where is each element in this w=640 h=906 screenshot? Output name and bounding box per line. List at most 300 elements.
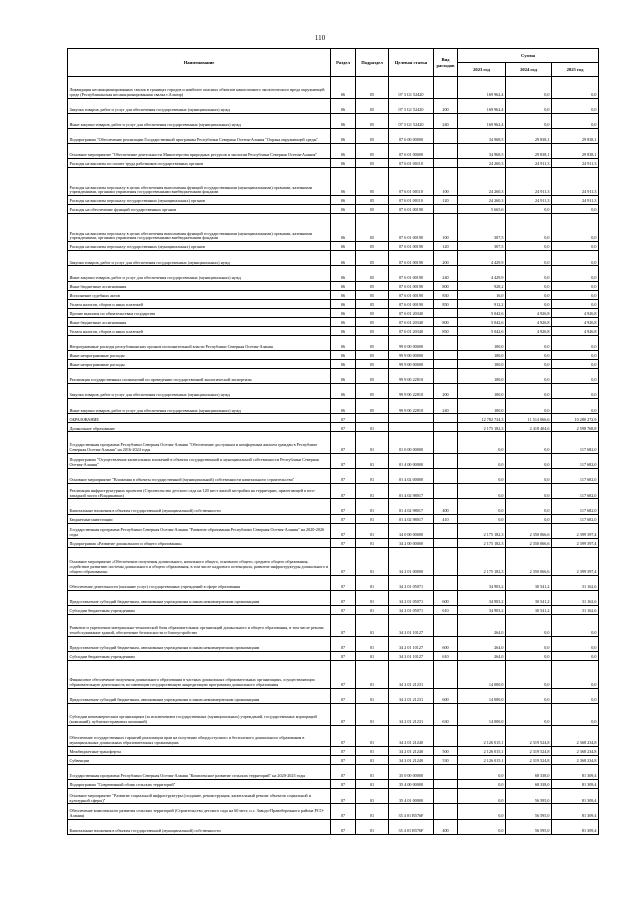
cell-sum-2023: 100,0	[458, 350, 506, 359]
cell-subsection: 05	[356, 113, 389, 128]
cell-section: 07	[331, 469, 356, 484]
cell-sum-2024: 0,0	[506, 432, 552, 454]
cell-section: 06	[331, 290, 356, 299]
cell-sum-2024: 2 319 524,8	[506, 756, 552, 765]
cell-expense-kind	[434, 765, 458, 780]
table-row	[68, 636, 599, 651]
cell-sum-2025: 0,0	[552, 251, 599, 266]
table-row	[68, 335, 599, 350]
cell-subsection: 05	[356, 242, 389, 251]
cell-target-article: 99 9 00 00000	[389, 350, 434, 359]
cell-name: Иные бюджетные ассигнования	[68, 281, 331, 290]
cell-section: 07	[331, 575, 356, 590]
cell-name: Основное мероприятие "Обеспечение деятельности Министерства природных ресурсов и экологии Республики Северная Осетия-Алания"	[68, 144, 331, 159]
cell-sum-2023: 100,0	[458, 384, 506, 399]
cell-section: 07	[331, 499, 356, 514]
cell-expense-kind	[434, 144, 458, 159]
cell-section: 06	[331, 159, 356, 168]
table-row	[68, 290, 599, 299]
page-number: 110	[314, 34, 326, 42]
cell-target-article: 01 4 02 98017	[389, 514, 434, 523]
cell-expense-kind	[434, 804, 458, 819]
cell-sum-2024: 0,0	[506, 242, 552, 251]
table-row	[68, 205, 599, 214]
cell-target-article: 07 6 01 20340	[389, 308, 434, 317]
cell-target-article: 34 2 01 05071	[389, 591, 434, 606]
cell-subsection: 01	[356, 804, 389, 819]
table-row	[68, 159, 599, 168]
cell-name: Расходы на выплаты персоналу государственных (муниципальных) органов	[68, 196, 331, 205]
cell-sum-2024: 56 595,0	[506, 789, 552, 804]
header-target-article: Целевая статья	[389, 49, 434, 77]
cell-name: Государственная программа Республики Северная Осетия-Алания "Комплексное развитие сельских территорий" на 2020-2025 годы	[68, 765, 331, 780]
cell-sum-2023: 2 175 182,3	[458, 423, 506, 432]
cell-sum-2024: 0,0	[506, 290, 552, 299]
cell-target-article: 07 6 01 00190	[389, 281, 434, 290]
cell-sum-2024: 4 926,8	[506, 317, 552, 326]
cell-name: Субсидии бюджетным учреждениям	[68, 651, 331, 660]
table-header	[68, 49, 599, 77]
cell-name: Расходы на выплаты по оплате труда работников государственных органов	[68, 159, 331, 168]
cell-expense-kind: 800	[434, 281, 458, 290]
cell-sum-2025: 0,0	[552, 335, 599, 350]
cell-sum-2025: 0,0	[552, 299, 599, 308]
cell-sum-2023: 307,5	[458, 242, 506, 251]
table-row	[68, 660, 599, 688]
cell-section: 06	[331, 326, 356, 335]
cell-sum-2024: 0,0	[506, 205, 552, 214]
cell-subsection: 05	[356, 281, 389, 290]
header-expense-kind: Вид расходов	[434, 49, 458, 77]
cell-section: 07	[331, 765, 356, 780]
cell-subsection: 05	[356, 251, 389, 266]
cell-subsection: 05	[356, 77, 389, 99]
cell-name: Подпрограмма "Обеспечение реализации Государственной программы Республики Северная Осетия-Алания "Охрана окружающей среды"	[68, 128, 331, 143]
cell-target-article: 07 6 01 00190	[389, 214, 434, 242]
cell-name: Иные непрограммные расходы	[68, 359, 331, 368]
cell-sum-2023: 34 968,5	[458, 144, 506, 159]
cell-sum-2025: 29 838,1	[552, 128, 599, 143]
cell-sum-2023: 24 260,3	[458, 159, 506, 168]
cell-sum-2024: 24 911,3	[506, 168, 552, 196]
cell-section: 07	[331, 789, 356, 804]
cell-target-article: 34 2 01 21231	[389, 704, 434, 726]
cell-name: Расходы на выплаты персоналу государственных (муниципальных) органов	[68, 242, 331, 251]
table-row	[68, 615, 599, 637]
cell-sum-2023: 24 260,3	[458, 168, 506, 196]
cell-sum-2025: 31 162,6	[552, 575, 599, 590]
cell-name: Непрограммные расходы республиканских органов исполнительной власти Республики Северная Осетия-Алания	[68, 335, 331, 350]
cell-section: 06	[331, 308, 356, 317]
cell-sum-2023: 2 175 182,3	[458, 523, 506, 538]
cell-sum-2023: 0,0	[458, 484, 506, 499]
cell-sum-2025: 4 926,8	[552, 326, 599, 335]
cell-sum-2023: 307,5	[458, 214, 506, 242]
cell-name: Субвенции	[68, 756, 331, 765]
cell-sum-2025: 81 309,4	[552, 804, 599, 819]
cell-sum-2024: 0,0	[506, 359, 552, 368]
cell-subsection: 01	[356, 423, 389, 432]
cell-expense-kind	[434, 159, 458, 168]
table-body	[68, 77, 599, 835]
cell-expense-kind	[434, 308, 458, 317]
cell-target-article: 07 6 01 00190	[389, 266, 434, 281]
cell-sum-2023: 100,0	[458, 368, 506, 383]
table-row	[68, 547, 599, 575]
cell-sum-2024: 56 595,0	[506, 804, 552, 819]
cell-sum-2023: 2 175 182,3	[458, 538, 506, 547]
cell-expense-kind: 610	[434, 651, 458, 660]
cell-section: 07	[331, 523, 356, 538]
cell-section: 07	[331, 747, 356, 756]
table-row	[68, 819, 599, 834]
cell-sum-2023: 2 175 182,3	[458, 547, 506, 575]
cell-target-article: 01 4 02 98017	[389, 499, 434, 514]
cell-sum-2024: 56 595,0	[506, 819, 552, 834]
cell-target-article: 07 3 G1 52420	[389, 113, 434, 128]
cell-sum-2024: 2 350 066,6	[506, 523, 552, 538]
cell-name: Иные закупки товаров, работ и услуг для обеспечения государственных (муниципальных) нужд	[68, 399, 331, 414]
cell-target-article: 34 2 01 05071	[389, 606, 434, 615]
cell-expense-kind	[434, 538, 458, 547]
cell-sum-2023: 34 903,2	[458, 606, 506, 615]
cell-sum-2025: 2 399 397,4	[552, 538, 599, 547]
cell-sum-2025: 81 309,4	[552, 780, 599, 789]
cell-section: 07	[331, 514, 356, 523]
cell-name: Подпрограмма «Развитие дошкольного и общего образования»	[68, 538, 331, 547]
cell-sum-2025: 0,0	[552, 205, 599, 214]
cell-subsection: 01	[356, 514, 389, 523]
cell-sum-2024: 11 514 066,6	[506, 414, 552, 423]
cell-target-article: 99 9 00 22810	[389, 399, 434, 414]
cell-target-article: 34 2 01 21240	[389, 747, 434, 756]
cell-expense-kind: 240	[434, 399, 458, 414]
cell-sum-2024: 0,0	[506, 688, 552, 703]
cell-sum-2024: 0,0	[506, 266, 552, 281]
cell-sum-2024: 0,0	[506, 499, 552, 514]
cell-sum-2023: 0,0	[458, 765, 506, 780]
cell-sum-2025: 29 838,1	[552, 144, 599, 159]
cell-sum-2025: 0,0	[552, 651, 599, 660]
table-row	[68, 242, 599, 251]
cell-sum-2025: 117 682,0	[552, 499, 599, 514]
header-year-2023: 2023 год	[458, 63, 506, 77]
cell-section: 07	[331, 484, 356, 499]
cell-name: Прочие выплаты по обязательствам государства	[68, 308, 331, 317]
cell-name: Реализация государственных полномочий по проведению государственной экологической экспертизы	[68, 368, 331, 383]
cell-sum-2024: 2 350 066,6	[506, 538, 552, 547]
cell-sum-2024: 68 338,0	[506, 765, 552, 780]
cell-subsection: 05	[356, 335, 389, 350]
cell-sum-2024: 4 926,8	[506, 326, 552, 335]
cell-expense-kind: 800	[434, 317, 458, 326]
cell-name: Уплата налогов, сборов и иных платежей	[68, 326, 331, 335]
cell-subsection: 01	[356, 747, 389, 756]
cell-sum-2025: 10 280 272,9	[552, 414, 599, 423]
cell-sum-2024: 0,0	[506, 281, 552, 290]
cell-sum-2023: 928,2	[458, 281, 506, 290]
cell-name: Расходы на выплаты персоналу в целях обеспечения выполнения функций государственными (муниципальными) органами, казенными учреждениями, органами управления государственными внебюджетными фондами	[68, 168, 331, 196]
budget-table	[67, 48, 599, 835]
table-row	[68, 128, 599, 143]
cell-sum-2024: 30 541,2	[506, 575, 552, 590]
table-row	[68, 266, 599, 281]
cell-name: Ликвидация несанкционированных свалок в границах городов и наиболее опасных объектов накопленного экологического вреда окружающей среде (Республиканская несанкционированная свалка г.Алагир)	[68, 77, 331, 99]
cell-sum-2023: 912,2	[458, 299, 506, 308]
table-row	[68, 523, 599, 538]
cell-sum-2025: 117 682,0	[552, 514, 599, 523]
cell-expense-kind: 630	[434, 704, 458, 726]
cell-sum-2025: 81 309,4	[552, 765, 599, 780]
header-section: Раздел	[331, 49, 356, 77]
cell-sum-2025: 4 926,8	[552, 308, 599, 317]
table-row	[68, 514, 599, 523]
table-row	[68, 804, 599, 819]
cell-sum-2025: 0,0	[552, 399, 599, 414]
cell-sum-2023: 169 962,4	[458, 98, 506, 113]
cell-sum-2025: 117 682,0	[552, 432, 599, 454]
cell-sum-2023: 24 260,3	[458, 196, 506, 205]
cell-section: 06	[331, 299, 356, 308]
cell-section: 07	[331, 636, 356, 651]
cell-sum-2024: 4 926,8	[506, 308, 552, 317]
cell-subsection: 01	[356, 523, 389, 538]
cell-sum-2023: 0,0	[458, 432, 506, 454]
cell-subsection: 05	[356, 368, 389, 383]
cell-section: 06	[331, 350, 356, 359]
cell-sum-2023: 264,0	[458, 615, 506, 637]
cell-expense-kind: 600	[434, 688, 458, 703]
cell-name: Капитальные вложения в объекты государственной (муниципальной) собственности	[68, 499, 331, 514]
table-row	[68, 196, 599, 205]
cell-target-article: 34 2 01 00000	[389, 547, 434, 575]
cell-name: Исполнение судебных актов	[68, 290, 331, 299]
cell-target-article: 07 6 01 20340	[389, 326, 434, 335]
cell-subsection: 01	[356, 575, 389, 590]
cell-name: Развитие и укрепление материально-технической базы образовательных организаций дошкольного и общего образования, в том числе ремонт, техобслуживание зданий, обеспечение безопасности и благоустройство	[68, 615, 331, 637]
cell-sum-2025: 24 911,3	[552, 196, 599, 205]
cell-section: 07	[331, 423, 356, 432]
cell-sum-2025: 0,0	[552, 290, 599, 299]
cell-name: Межбюджетные трансферты	[68, 747, 331, 756]
table-row	[68, 350, 599, 359]
cell-section: 07	[331, 453, 356, 468]
cell-sum-2025: 117 682,0	[552, 453, 599, 468]
table-row	[68, 484, 599, 499]
cell-target-article: 34 2 01 21231	[389, 688, 434, 703]
cell-expense-kind	[434, 432, 458, 454]
cell-expense-kind: 600	[434, 591, 458, 606]
cell-name: Основное мероприятие «Обеспечение получения дошкольного, начального общего, основного общего, среднего общего образования, содействие развитию системы дошкольного и общего образования, в том числе кадрового потенциала, развитие инфраструктуры дошкольного и общего образования»	[68, 547, 331, 575]
cell-section: 06	[331, 281, 356, 290]
table-row	[68, 384, 599, 399]
table-row	[68, 606, 599, 615]
cell-section: 06	[331, 205, 356, 214]
cell-sum-2023: 0,0	[458, 514, 506, 523]
cell-sum-2025: 2 399 397,4	[552, 547, 599, 575]
cell-section: 06	[331, 317, 356, 326]
cell-sum-2025: 2 368 234,8	[552, 756, 599, 765]
cell-sum-2023: 0,0	[458, 819, 506, 834]
cell-target-article: 07 6 01 20340	[389, 317, 434, 326]
cell-sum-2023: 34 903,2	[458, 591, 506, 606]
table-row	[68, 359, 599, 368]
cell-section: 06	[331, 359, 356, 368]
cell-expense-kind: 100	[434, 168, 458, 196]
table-row	[68, 77, 599, 99]
cell-sum-2025: 0,0	[552, 688, 599, 703]
table-row	[68, 538, 599, 547]
cell-section: 06	[331, 168, 356, 196]
cell-subsection: 05	[356, 299, 389, 308]
cell-expense-kind: 200	[434, 98, 458, 113]
cell-sum-2023: 169 962,4	[458, 113, 506, 128]
cell-name: Реализация инфраструктурных проектов (Строительство детского сада на 120 мест жилой застройки на территории, прилегающей к юго-западной части г.Владикавказ)	[68, 484, 331, 499]
cell-sum-2023: 5 665,6	[458, 205, 506, 214]
cell-target-article: 35 4 01 R576F	[389, 804, 434, 819]
table-row	[68, 98, 599, 113]
cell-subsection: 05	[356, 308, 389, 317]
cell-subsection: 01	[356, 547, 389, 575]
cell-sum-2024: 0,0	[506, 350, 552, 359]
cell-target-article: 34 2 01 05071	[389, 575, 434, 590]
cell-name: Основное мероприятие "Вложения в объекты государственной (муниципальной) собственности капитального строительства"	[68, 469, 331, 484]
cell-section: 06	[331, 335, 356, 350]
cell-sum-2024: 0,0	[506, 484, 552, 499]
cell-sum-2025: 0,0	[552, 77, 599, 99]
cell-name: Иные закупки товаров, работ и услуг для обеспечения государственных (муниципальных) нужд	[68, 266, 331, 281]
cell-sum-2024: 0,0	[506, 704, 552, 726]
cell-sum-2024: 0,0	[506, 636, 552, 651]
cell-target-article: 99 9 00 22810	[389, 368, 434, 383]
cell-target-article: 01 4 02 00000	[389, 469, 434, 484]
cell-sum-2024: 0,0	[506, 660, 552, 688]
cell-sum-2025: 0,0	[552, 636, 599, 651]
cell-expense-kind	[434, 453, 458, 468]
cell-section: 07	[331, 538, 356, 547]
table-row	[68, 591, 599, 606]
cell-subsection: 05	[356, 196, 389, 205]
cell-sum-2025: 0,0	[552, 266, 599, 281]
cell-target-article: 34 2 01 21240	[389, 725, 434, 747]
cell-sum-2023: 0,0	[458, 453, 506, 468]
cell-sum-2025: 117 682,0	[552, 484, 599, 499]
cell-subsection: 01	[356, 819, 389, 834]
cell-expense-kind	[434, 128, 458, 143]
cell-target-article: 01 4 02 98017	[389, 484, 434, 499]
cell-sum-2024: 0,0	[506, 113, 552, 128]
table-row	[68, 651, 599, 660]
cell-subsection: 05	[356, 159, 389, 168]
cell-sum-2023: 100,0	[458, 335, 506, 350]
cell-name: Дошкольное образование	[68, 423, 331, 432]
cell-expense-kind	[434, 547, 458, 575]
cell-sum-2024: 0,0	[506, 453, 552, 468]
cell-name: Предоставление субсидий бюджетным, автономным учреждениям и иным некоммерческим организациям	[68, 688, 331, 703]
cell-expense-kind	[434, 359, 458, 368]
table-row	[68, 281, 599, 290]
cell-subsection: 05	[356, 350, 389, 359]
cell-name: Бюджетные инвестиции	[68, 514, 331, 523]
cell-sum-2025: 24 911,3	[552, 168, 599, 196]
cell-sum-2024: 0,0	[506, 98, 552, 113]
table-row	[68, 765, 599, 780]
cell-sum-2023: 4 429,9	[458, 251, 506, 266]
cell-sum-2024: 0,0	[506, 399, 552, 414]
cell-subsection: 01	[356, 591, 389, 606]
cell-sum-2025: 0,0	[552, 214, 599, 242]
cell-sum-2025: 0,0	[552, 359, 599, 368]
cell-expense-kind	[434, 660, 458, 688]
cell-sum-2023: 16,0	[458, 290, 506, 299]
cell-subsection: 01	[356, 780, 389, 789]
cell-expense-kind: 400	[434, 499, 458, 514]
cell-expense-kind: 830	[434, 290, 458, 299]
cell-name: Государственная программа Республики Северная Осетия-Алания "Развитие образования Республики Северная Осетия-Алания" на 2020-2026 годы	[68, 523, 331, 538]
table-row	[68, 308, 599, 317]
cell-target-article: 34 2 01 10127	[389, 636, 434, 651]
cell-name: Обеспечение комплексного развития сельских территорий (Строительство детского сада на 60 мест, п.с. Заводо-Правобережного района РСО-Алания)	[68, 804, 331, 819]
cell-section: 07	[331, 819, 356, 834]
cell-sum-2025: 31 162,6	[552, 591, 599, 606]
cell-target-article: 34 0 00 00000	[389, 523, 434, 538]
cell-target-article: 07 3 G1 52420	[389, 98, 434, 113]
cell-target-article: 34 2 00 00000	[389, 538, 434, 547]
cell-sum-2023: 34 968,5	[458, 128, 506, 143]
cell-target-article: 07 6 01 00110	[389, 168, 434, 196]
cell-sum-2025: 0,0	[552, 384, 599, 399]
cell-sum-2024: 0,0	[506, 615, 552, 637]
cell-name: Расходы на выплаты персоналу в целях обеспечения выполнения функций государственными (муниципальными) органами, казенными учреждениями, органами управления государственными внебюджетными фондами	[68, 214, 331, 242]
table-row	[68, 756, 599, 765]
cell-subsection: 01	[356, 615, 389, 637]
cell-section: 06	[331, 98, 356, 113]
cell-expense-kind	[434, 523, 458, 538]
cell-expense-kind	[434, 789, 458, 804]
cell-section: 07	[331, 606, 356, 615]
cell-subsection: 05	[356, 384, 389, 399]
cell-subsection: 01	[356, 432, 389, 454]
cell-expense-kind: 530	[434, 756, 458, 765]
cell-target-article: 99 9 00 22810	[389, 384, 434, 399]
cell-sum-2024: 30 541,2	[506, 606, 552, 615]
table-row	[68, 399, 599, 414]
cell-subsection: 01	[356, 651, 389, 660]
header-subsection: Подраздел	[356, 49, 389, 77]
cell-subsection: 05	[356, 205, 389, 214]
cell-target-article: 07 3 G1 52420	[389, 77, 434, 99]
cell-name: Предоставление субсидий бюджетным, автономным учреждениям и иным некоммерческим организациям	[68, 636, 331, 651]
cell-sum-2023: 14 000,0	[458, 688, 506, 703]
cell-sum-2023: 14 000,0	[458, 660, 506, 688]
cell-sum-2023: 4 429,9	[458, 266, 506, 281]
cell-expense-kind: 100	[434, 214, 458, 242]
cell-target-article: 99 9 00 00000	[389, 359, 434, 368]
cell-expense-kind	[434, 575, 458, 590]
cell-sum-2025: 2 368 234,8	[552, 747, 599, 756]
cell-sum-2023: 0,0	[458, 780, 506, 789]
cell-subsection: 05	[356, 128, 389, 143]
cell-target-article: 35 4 01 R576F	[389, 819, 434, 834]
cell-sum-2023: 5 042,6	[458, 317, 506, 326]
cell-subsection: 01	[356, 606, 389, 615]
table-row	[68, 780, 599, 789]
cell-section: 07	[331, 804, 356, 819]
cell-expense-kind: 200	[434, 251, 458, 266]
cell-target-article: 07 6 01 00190	[389, 299, 434, 308]
cell-expense-kind	[434, 368, 458, 383]
cell-sum-2024: 2 319 524,8	[506, 725, 552, 747]
